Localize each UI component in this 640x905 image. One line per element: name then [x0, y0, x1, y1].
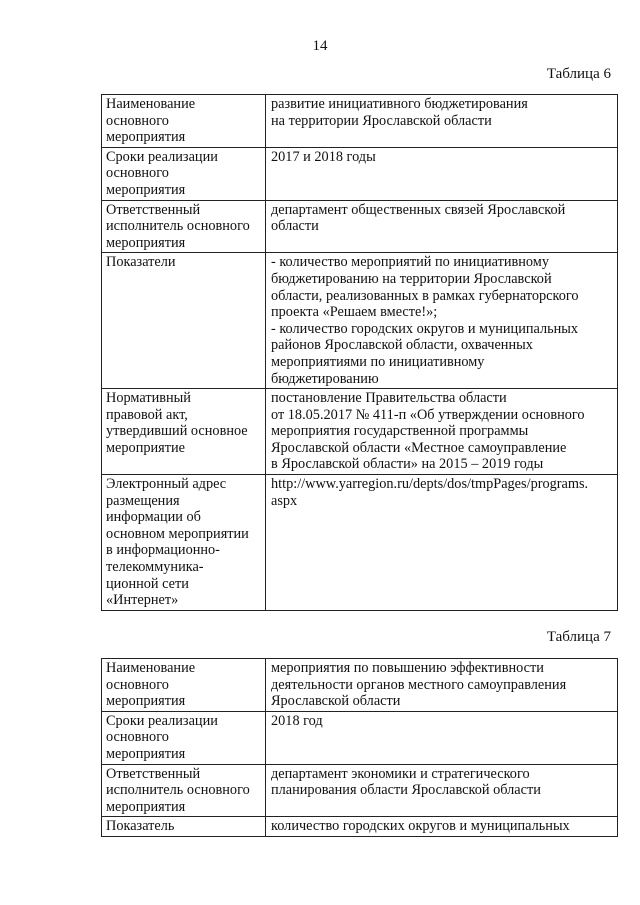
row-label-cell	[102, 475, 266, 611]
row-label-line: телекоммуника-	[106, 559, 204, 576]
row-value-cell	[266, 147, 618, 200]
table-row	[102, 253, 618, 389]
row-value-line: в Ярославской области» на 2015 – 2019 годы	[271, 456, 544, 473]
row-label-line: мероприятия	[106, 181, 186, 198]
row-label-cell	[102, 659, 266, 712]
row-label-line: Ответственный	[106, 765, 201, 782]
row-value-line: департамент общественных связей Ярославской	[271, 201, 566, 218]
row-value-cell	[266, 95, 618, 148]
row-label-cell	[102, 200, 266, 253]
row-label-line: мероприятия	[106, 234, 186, 251]
table-row	[102, 95, 618, 148]
row-label-cell	[102, 389, 266, 475]
row-value-cell	[266, 764, 618, 817]
row-label-line: размещения	[106, 492, 180, 509]
table-row	[102, 389, 618, 475]
row-label-line: в информационно-	[106, 542, 220, 559]
row-label-line: Электронный адрес	[106, 476, 227, 493]
row-label-line: основного	[106, 729, 169, 746]
row-label-line: Показатели	[106, 254, 176, 271]
row-value-line: развитие инициативного бюджетирования	[271, 96, 528, 112]
row-label-line: ционной сети	[106, 575, 189, 592]
row-label-line: основном мероприятии	[106, 525, 249, 542]
row-value-line: Ярославской области	[271, 693, 401, 710]
row-label-line: Показатель	[106, 818, 175, 835]
row-value-line: 2017 и 2018 годы	[271, 148, 376, 165]
row-label-line: исполнитель основного	[106, 782, 250, 799]
row-label-line: Сроки реализации	[106, 148, 218, 165]
row-value-line: постановление Правительства области	[271, 390, 507, 407]
row-value-cell	[266, 817, 618, 837]
row-label-line: мероприятия	[106, 745, 186, 762]
row-label-line: Сроки реализации	[106, 712, 218, 729]
table-row	[102, 764, 618, 817]
row-label-cell	[102, 711, 266, 764]
row-value-line: деятельности органов местного самоуправления	[271, 676, 567, 693]
row-label-cell	[102, 253, 266, 389]
row-label-line: основного	[106, 165, 169, 182]
row-label-cell	[102, 147, 266, 200]
row-value-line: районов Ярославской области, охваченных	[271, 337, 533, 354]
row-value-line: - количество городских округов и муниципальных	[271, 320, 579, 337]
table-row	[102, 475, 618, 611]
page-number: 14	[312, 38, 328, 54]
row-label-line: исполнитель основного	[106, 218, 250, 235]
row-label-line: Нормативный	[106, 390, 191, 407]
table-6	[101, 94, 618, 611]
row-label-line: основного	[106, 676, 169, 693]
row-value-line: aspx	[271, 492, 298, 509]
table-row	[102, 711, 618, 764]
table-7-caption: Таблица 7	[546, 629, 611, 645]
row-label-cell	[102, 764, 266, 817]
row-value-line: мероприятиями по инициативному	[271, 353, 485, 370]
row-value-line: бюджетированию	[271, 370, 379, 387]
row-value-line: - количество мероприятий по инициативному	[271, 254, 549, 271]
table-row	[102, 147, 618, 200]
table-row	[102, 200, 618, 253]
row-label-line: информации об	[106, 509, 201, 526]
row-label-line: мероприятия	[106, 129, 186, 146]
row-value-line: бюджетированию на территории Ярославской	[271, 270, 552, 287]
row-label-cell	[102, 95, 266, 148]
row-label-line: основного	[106, 112, 169, 129]
row-label-cell	[102, 817, 266, 837]
row-label-line: мероприятие	[106, 439, 185, 456]
row-value-cell	[266, 200, 618, 253]
table-row	[102, 817, 618, 837]
row-value-line: на территории Ярославской области	[271, 112, 492, 129]
row-value-cell	[266, 253, 618, 389]
row-value-line: количество городских округов и муниципальных	[271, 818, 570, 835]
row-value-line: мероприятия по повышению эффективности	[271, 660, 544, 676]
row-value-line: планирования области Ярославской области	[271, 782, 541, 799]
row-label-line: Ответственный	[106, 201, 201, 218]
row-label-line: Наименование	[106, 660, 196, 676]
row-value-line: Ярославской области «Местное самоуправление	[271, 439, 567, 456]
row-value-line: http://www.yarregion.ru/depts/dos/tmpPages/programs.	[271, 476, 589, 493]
row-value-line: области, реализованных в рамках губернаторского	[271, 287, 579, 304]
row-value-line: департамент экономики и стратегического	[271, 765, 530, 782]
row-value-cell	[266, 711, 618, 764]
row-value-line: области	[271, 218, 319, 235]
row-label-line: «Интернет»	[106, 592, 179, 609]
row-value-line: от 18.05.2017 № 411-п «Об утверждении основного	[271, 406, 585, 423]
row-value-line: мероприятия государственной программы	[271, 423, 529, 440]
table-row	[102, 659, 618, 712]
row-value-line: проекта «Решаем вместе!»;	[271, 304, 438, 321]
row-value-cell	[266, 475, 618, 611]
row-value-cell	[266, 659, 618, 712]
row-label-line: Наименование	[106, 96, 196, 112]
row-label-line: мероприятия	[106, 693, 186, 710]
row-value-cell	[266, 389, 618, 475]
table-6-caption: Таблица 6	[546, 66, 611, 82]
row-label-line: правовой акт,	[106, 406, 188, 423]
table-7	[101, 658, 618, 837]
row-label-line: утвердивший основное	[106, 423, 248, 440]
row-value-line: 2018 год	[271, 712, 323, 729]
row-label-line: мероприятия	[106, 798, 186, 815]
